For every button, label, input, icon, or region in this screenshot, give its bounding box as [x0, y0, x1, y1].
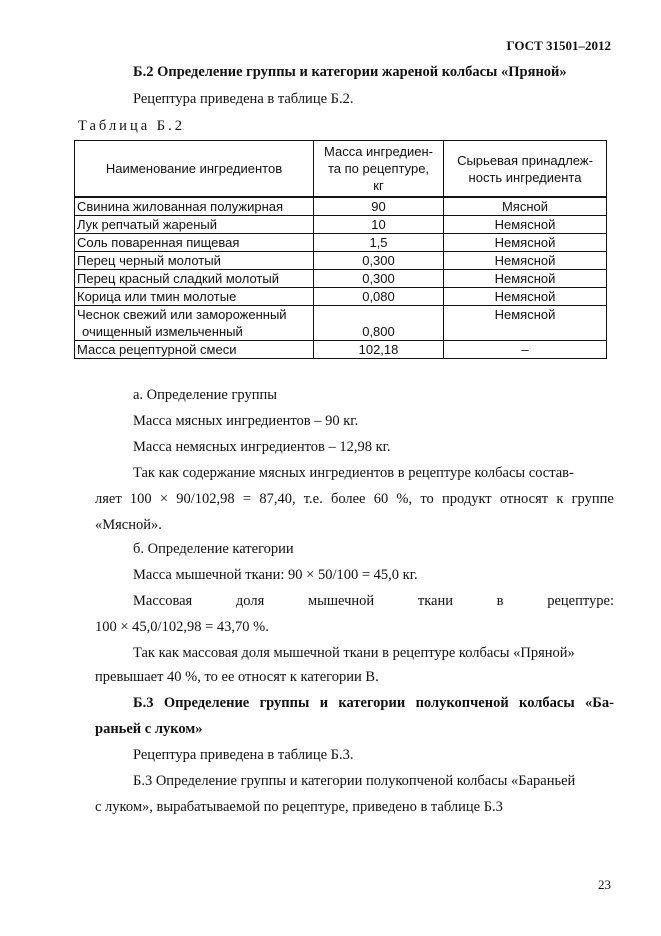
muscle-share-line1: Массовая доля мышечной ткани в рецептуре: — [133, 593, 614, 609]
ingredient-mass: 0,300 — [314, 270, 444, 288]
group-conclusion-line2: ляет 100 × 90/102,98 = 87,40, т.е. более 60 %, то продукт относят к группе — [95, 491, 614, 507]
category-conclusion-line1: Так как массовая доля мышечной ткани в рецептуре колбасы «Пряной» — [133, 645, 575, 661]
total-mass: 102,18 — [314, 341, 444, 359]
ingredient-name: Перец черный молотый — [75, 252, 314, 270]
meat-mass-text: Масса мясных ингредиентов – 90 кг. — [133, 413, 359, 429]
ingredient-mass: 0,300 — [314, 252, 444, 270]
table-row — [75, 270, 607, 288]
ingredient-name: Корица или тмин молотые — [75, 288, 314, 306]
table-row — [75, 252, 607, 270]
total-type: – — [444, 341, 607, 359]
section-b2-heading: Б.2 Определение группы и категории жареной колбасы «Пряной» — [133, 64, 567, 80]
ingredient-mass: 0,080 — [314, 288, 444, 306]
ingredient-type: Немясной — [444, 216, 607, 234]
table-row — [75, 197, 607, 216]
ingredient-name: Соль поваренная пищевая — [75, 234, 314, 252]
group-determination-title: а. Определение группы — [133, 387, 277, 403]
ingredient-name: Перец красный сладкий молотый — [75, 270, 314, 288]
ingredient-name: Свинина жилованная полужирная — [75, 197, 314, 216]
section-b3-heading-line1: Б.3 Определение группы и категории полукопченой колбасы «Ба- — [133, 695, 614, 711]
ingredient-mass: 90 — [314, 197, 444, 216]
category-determination-title: б. Определение категории — [133, 541, 294, 557]
ingredient-type: Немясной — [444, 234, 607, 252]
ingredient-type: Немясной — [444, 306, 607, 341]
ingredient-name: Чеснок свежий или замороженный очищенный измельченный — [75, 306, 314, 341]
table-row — [75, 288, 607, 306]
section-b3-intro: Рецептура приведена в таблице Б.3. — [133, 747, 354, 763]
col-header-raw-type: Сырьевая принадлеж- ность ингредиента — [444, 141, 607, 198]
ingredient-name: Лук репчатый жареный — [75, 216, 314, 234]
ingredient-type: Немясной — [444, 270, 607, 288]
total-label: Масса рецептурной смеси — [75, 341, 314, 359]
page-number: 23 — [598, 877, 611, 892]
table-header-row — [75, 141, 607, 198]
muscle-mass-text: Масса мышечной ткани: 90 × 50/100 = 45,0 кг. — [133, 567, 418, 583]
recipe-table — [74, 140, 607, 359]
table-label: Таблица Б.2 — [78, 118, 185, 134]
category-conclusion-line2: превышает 40 %, то ее относят к категории В. — [95, 669, 379, 685]
section-b3-text-line2: с луком», вырабатываемой по рецептуре, приведено в таблице Б.3 — [95, 799, 503, 815]
col-header-ingredient: Наименование ингредиентов — [75, 141, 314, 198]
ingredient-type: Немясной — [444, 252, 607, 270]
section-b2-intro: Рецептура приведена в таблице Б.2. — [133, 91, 354, 107]
group-conclusion-line3: «Мясной». — [95, 517, 162, 533]
section-b3-heading-line2: раньей с луком» — [95, 721, 203, 737]
table-row — [75, 216, 607, 234]
nonmeat-mass-text: Масса немясных ингредиентов – 12,98 кг. — [133, 439, 391, 455]
table-total-row — [75, 341, 607, 359]
group-conclusion-line1: Так как содержание мясных ингредиентов в рецептуре колбасы состав- — [133, 465, 574, 481]
ingredient-mass: 10 — [314, 216, 444, 234]
muscle-share-line2: 100 × 45,0/102,98 = 43,70 %. — [95, 619, 269, 635]
col-header-mass: Масса ингредиен- та по рецептуре, кг — [314, 141, 444, 198]
table-row — [75, 306, 607, 341]
section-b3-text-line1: Б.3 Определение группы и категории полукопченой колбасы «Бараньей — [133, 773, 576, 789]
ingredient-mass: 0,800 — [314, 306, 444, 341]
ingredient-type: Мясной — [444, 197, 607, 216]
standard-number: ГОСТ 31501–2012 — [506, 38, 611, 53]
table-row — [75, 234, 607, 252]
ingredient-mass: 1,5 — [314, 234, 444, 252]
ingredient-type: Немясной — [444, 288, 607, 306]
